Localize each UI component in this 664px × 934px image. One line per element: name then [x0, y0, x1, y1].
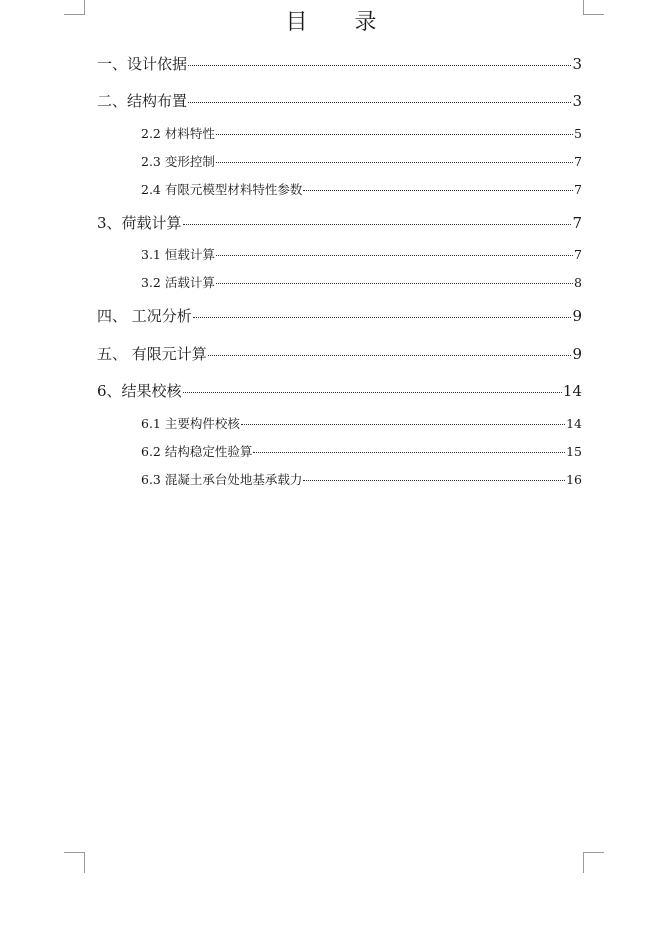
dot-leader	[216, 162, 573, 163]
toc-entry-label: 二、结构布置	[97, 92, 188, 110]
toc-entry[interactable]	[97, 213, 582, 233]
toc-entry-label: 3.2 活载计算	[141, 275, 215, 290]
toc-entry-page: 5	[574, 126, 582, 141]
toc-entry-label: 6.1 主要构件校核	[141, 416, 240, 431]
dot-leader	[241, 424, 565, 425]
toc-entry-label: 6.3 混凝土承台处地基承载力	[141, 472, 303, 487]
toc-entry-label: 2.3 变形控制	[141, 154, 215, 169]
dot-leader	[193, 317, 572, 318]
toc-entry-label: 3.1 恒载计算	[141, 247, 215, 262]
toc-entry-page: 7	[574, 247, 582, 262]
toc-entry-label: 3、荷载计算	[97, 214, 182, 232]
toc-entry-page: 7	[574, 182, 582, 197]
dot-leader	[208, 355, 572, 356]
toc-entry-page: 9	[572, 307, 582, 325]
toc-entry-page: 3	[572, 92, 582, 110]
toc-entry-page: 7	[572, 214, 582, 232]
toc-entry-page: 7	[574, 154, 582, 169]
margin-mark-bottom-right	[583, 852, 604, 873]
toc-entry-page: 9	[572, 345, 582, 363]
toc-subentry[interactable]	[141, 274, 582, 292]
toc-subentry[interactable]	[141, 153, 582, 171]
toc-subentry[interactable]	[141, 246, 582, 264]
toc-subentry[interactable]	[141, 181, 582, 199]
toc-title: 目 录	[285, 10, 397, 35]
toc-entry-label: 2.4 有限元模型材料特性参数	[141, 182, 303, 197]
toc-entry-label: 五、 有限元计算	[97, 345, 207, 363]
toc-entry-label: 四、 工况分析	[97, 307, 192, 325]
dot-leader	[253, 452, 565, 453]
toc-subentry[interactable]	[141, 415, 582, 433]
toc-subentry[interactable]	[141, 471, 582, 489]
toc-entry-label: 6、结果校核	[97, 382, 182, 400]
dot-leader	[303, 190, 573, 191]
dot-leader	[303, 480, 565, 481]
dot-leader	[183, 224, 572, 225]
toc-entry[interactable]	[97, 344, 582, 364]
toc-entry-label: 6.2 结构稳定性验算	[141, 444, 253, 459]
toc-entry[interactable]	[97, 306, 582, 326]
toc-entry[interactable]	[97, 381, 582, 401]
toc-entry-page: 16	[566, 472, 582, 487]
toc-entry[interactable]	[97, 91, 582, 111]
dot-leader	[188, 65, 571, 66]
margin-mark-bottom-left	[64, 852, 85, 873]
toc-subentry[interactable]	[141, 443, 582, 461]
toc-entry-label: 2.2 材料特性	[141, 126, 215, 141]
dot-leader	[216, 255, 573, 256]
dot-leader	[188, 102, 571, 103]
toc-entry-label: 一、设计依据	[97, 55, 188, 73]
toc-entry-page: 15	[566, 444, 582, 459]
dot-leader	[216, 134, 573, 135]
dot-leader	[183, 392, 562, 393]
toc-subentry[interactable]	[141, 125, 582, 143]
toc-entry[interactable]	[97, 54, 582, 74]
toc-entry-page: 14	[562, 382, 582, 400]
dot-leader	[216, 283, 573, 284]
toc-entry-page: 8	[574, 275, 582, 290]
toc-entry-page: 14	[566, 416, 582, 431]
toc-entry-page: 3	[572, 55, 582, 73]
